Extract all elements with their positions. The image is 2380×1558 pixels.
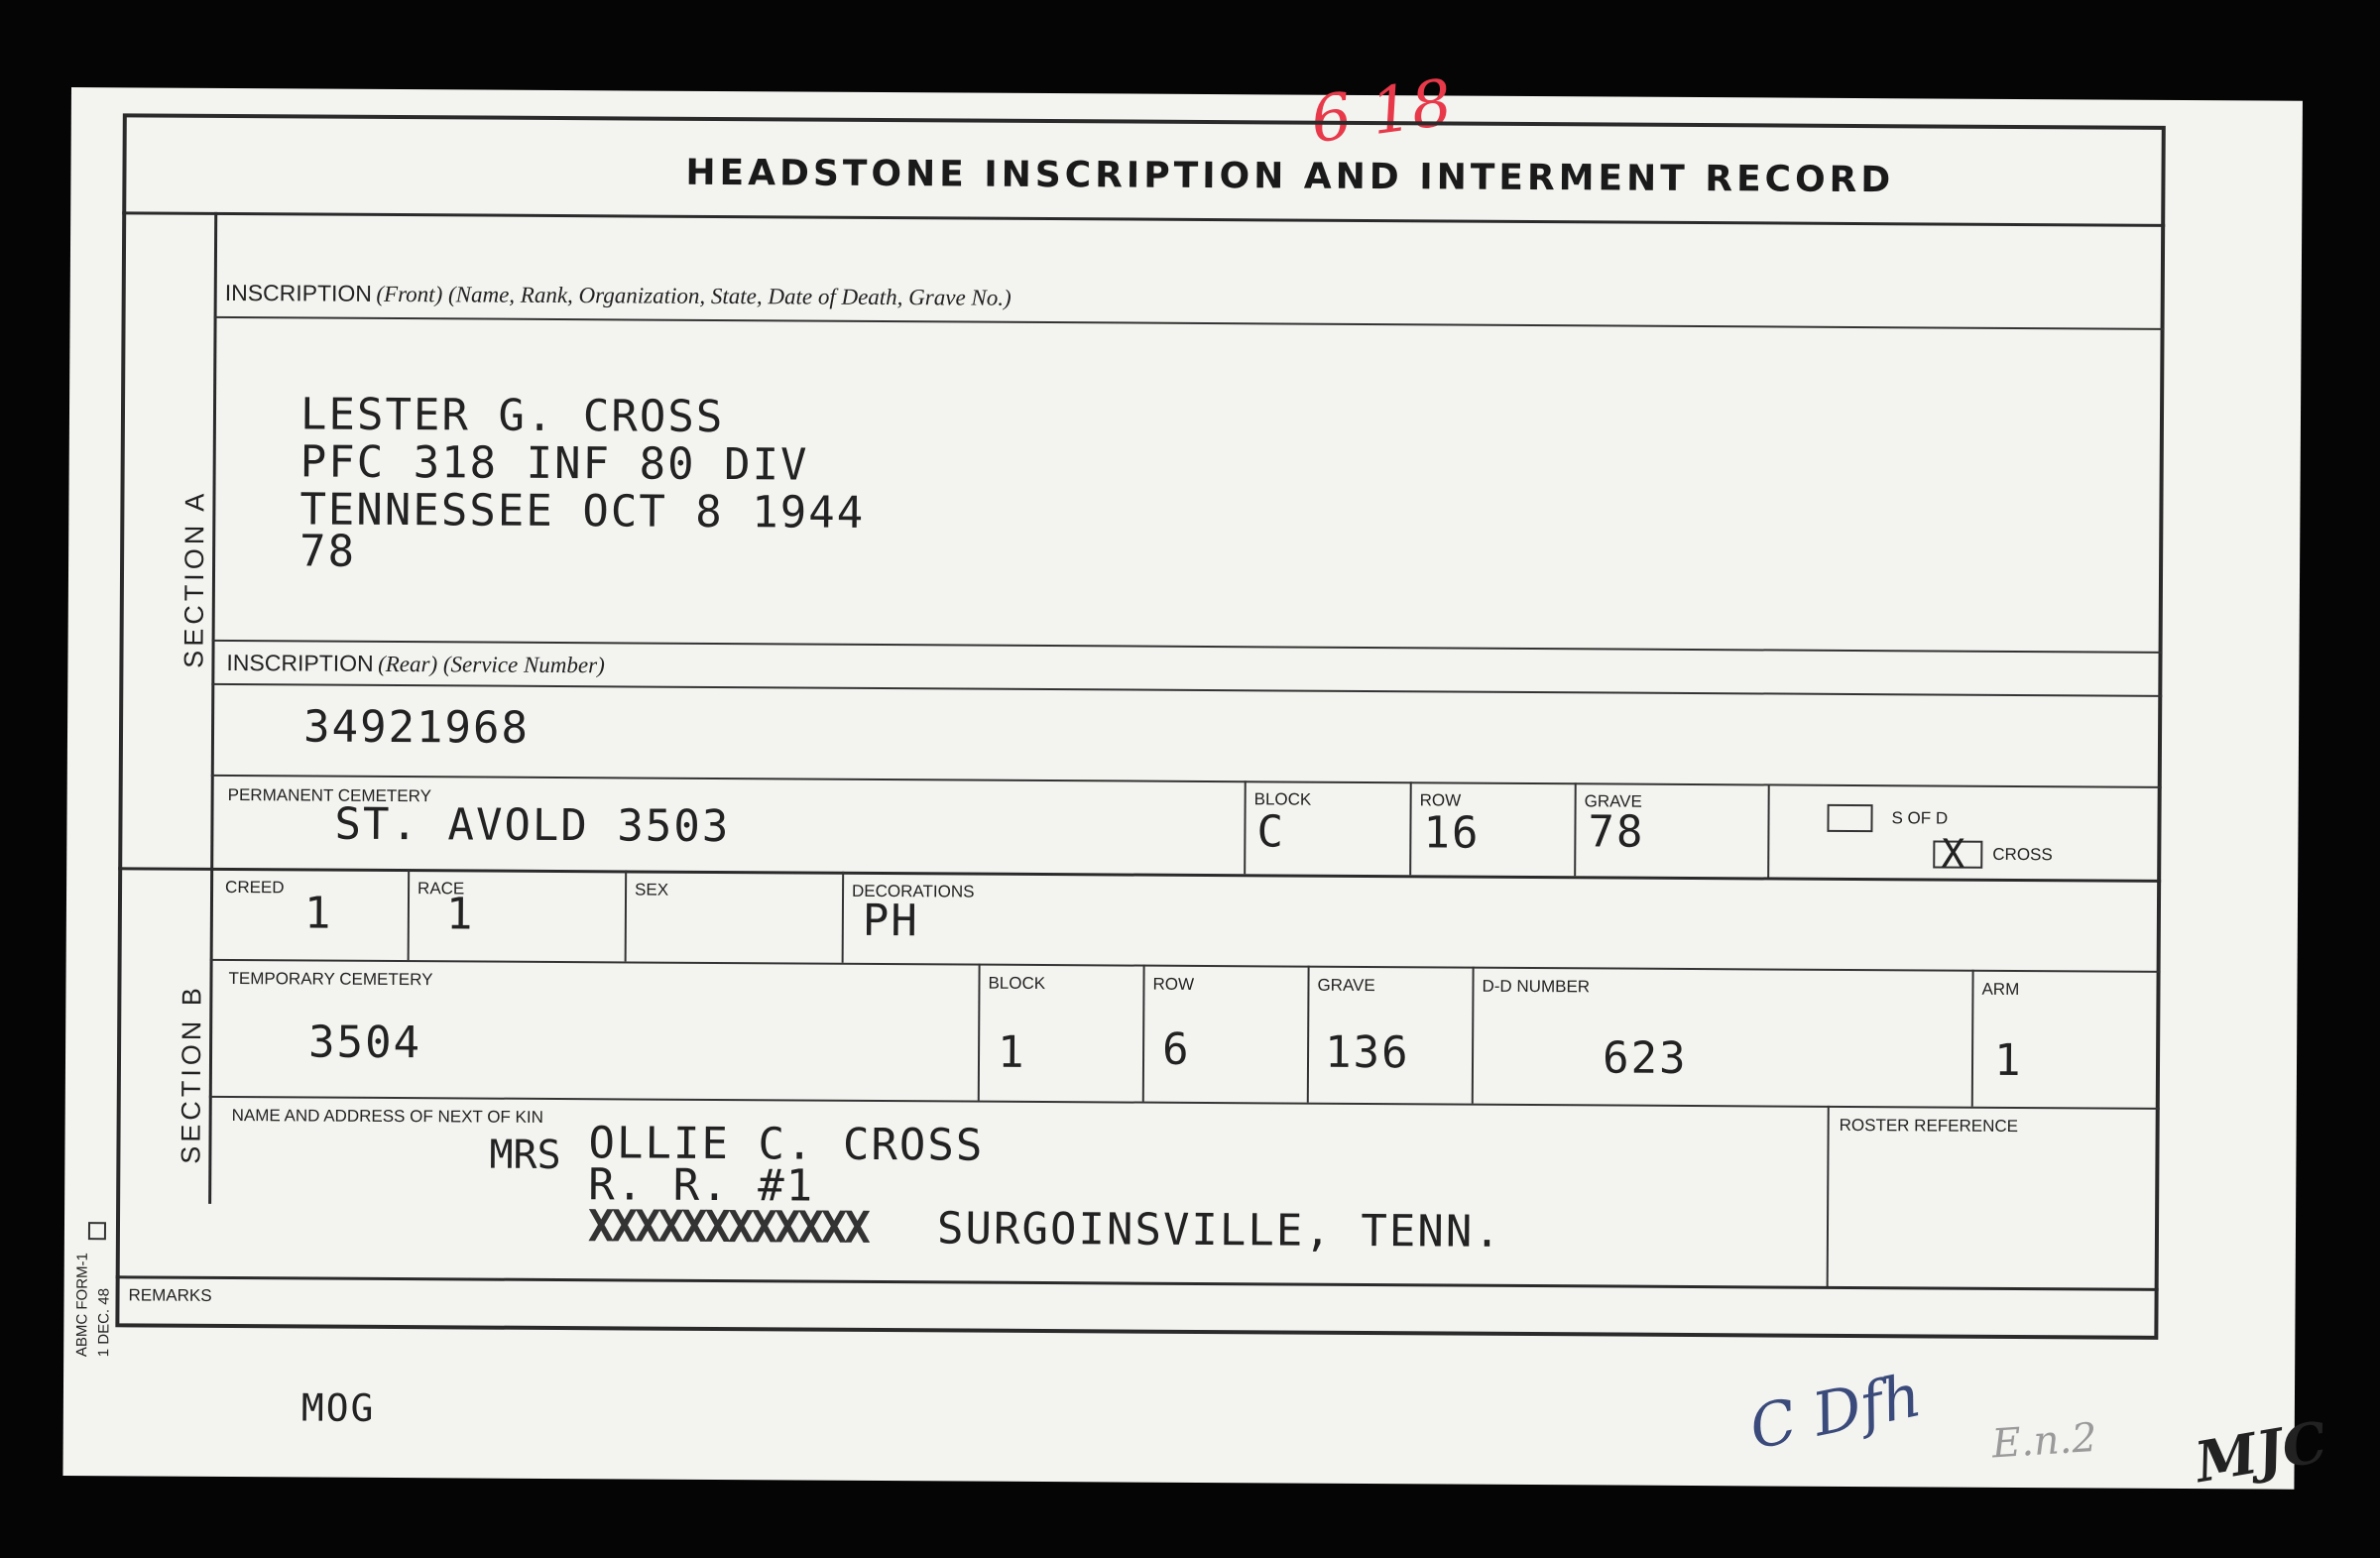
temporary-cemetery-label: TEMPORARY CEMETERY bbox=[228, 968, 433, 990]
s-of-d-checkbox[interactable] bbox=[1827, 804, 1872, 832]
next-of-kin-label: NAME AND ADDRESS OF NEXT OF KIN bbox=[231, 1106, 543, 1127]
handwritten-note-2: E.n.2 bbox=[1990, 1414, 2098, 1468]
dd-number-value: 623 bbox=[1602, 1032, 1688, 1084]
section-b-label: SECTION B bbox=[176, 984, 207, 1164]
creed-label: CREED bbox=[225, 877, 285, 898]
form-date: 1 DEC. 48 bbox=[95, 1287, 113, 1358]
handwritten-note-3: MJC bbox=[2191, 1408, 2332, 1497]
temp-grave-value: 136 bbox=[1324, 1026, 1410, 1079]
arm-value: 1 bbox=[1993, 1034, 2023, 1087]
record-card bbox=[62, 65, 2332, 1497]
perm-grave-label: GRAVE bbox=[1584, 791, 1642, 811]
permanent-cemetery-label: PERMANENT CEMETERY bbox=[227, 784, 431, 806]
temp-block-value: 1 bbox=[997, 1026, 1026, 1078]
temp-row-value: 6 bbox=[1161, 1023, 1191, 1075]
race-label: RACE bbox=[417, 879, 465, 899]
s-of-d-label: S OF D bbox=[1891, 808, 1949, 828]
form-checkbox bbox=[88, 1222, 106, 1240]
race-value: 1 bbox=[445, 889, 475, 940]
perm-block-value: C bbox=[1256, 806, 1286, 858]
sex-label: SEX bbox=[635, 880, 669, 899]
form-title: HEADSTONE INSCRIPTION AND INTERMENT RECORD bbox=[685, 152, 1895, 201]
cross-check-mark: X bbox=[1941, 831, 1967, 878]
next-of-kin-prefix: MRS bbox=[489, 1132, 561, 1179]
temp-grave-label: GRAVE bbox=[1317, 975, 1375, 996]
temporary-cemetery-value: 3504 bbox=[307, 1017, 422, 1069]
permanent-cemetery-value: ST. AVOLD 3503 bbox=[334, 798, 731, 853]
cross-label: CROSS bbox=[1992, 844, 2053, 865]
temp-block-label: BLOCK bbox=[988, 973, 1046, 994]
service-number: 34921968 bbox=[302, 701, 531, 754]
perm-row-value: 16 bbox=[1423, 807, 1481, 859]
temp-row-label: ROW bbox=[1152, 974, 1195, 994]
next-of-kin-city: SURGOINSVILLE, TENN. bbox=[936, 1203, 1502, 1258]
front-inscription-text: LESTER G. CROSS PFC 318 INF 80 DIV TENNESSEE OCT 8 1944 78 bbox=[298, 389, 866, 577]
typist-initials: MOG bbox=[300, 1385, 376, 1430]
dd-number-label: D-D NUMBER bbox=[1482, 976, 1591, 997]
next-of-kin-address: R. R. #1 bbox=[588, 1159, 815, 1212]
creed-value: 1 bbox=[303, 888, 333, 939]
handwritten-note-1: C Dfh bbox=[1743, 1361, 1928, 1464]
decorations-label: DECORATIONS bbox=[852, 881, 975, 901]
perm-grave-value: 78 bbox=[1588, 806, 1645, 858]
corner-mark: 6 18 bbox=[1306, 65, 1457, 159]
rear-inscription-label: INSCRIPTION (Rear) (Service Number) bbox=[226, 649, 605, 678]
form-number: ABMC FORM-1 bbox=[73, 1253, 91, 1358]
perm-row-label: ROW bbox=[1419, 790, 1462, 810]
front-inscription-label: INSCRIPTION (Front) (Name, Rank, Organization, State, Date of Death, Grave No.) bbox=[224, 279, 1012, 310]
roster-reference-label: ROSTER REFERENCE bbox=[1839, 1115, 2019, 1137]
next-of-kin-name: OLLIE C. CROSS bbox=[588, 1118, 985, 1171]
arm-label: ARM bbox=[1981, 979, 2020, 1000]
remarks-label: REMARKS bbox=[128, 1285, 212, 1305]
section-a-label: SECTION A bbox=[178, 489, 210, 668]
perm-block-label: BLOCK bbox=[1253, 789, 1312, 809]
next-of-kin-struck-text: XXXXXXXXXXXX bbox=[587, 1201, 869, 1254]
decorations-value: PH bbox=[862, 895, 920, 947]
